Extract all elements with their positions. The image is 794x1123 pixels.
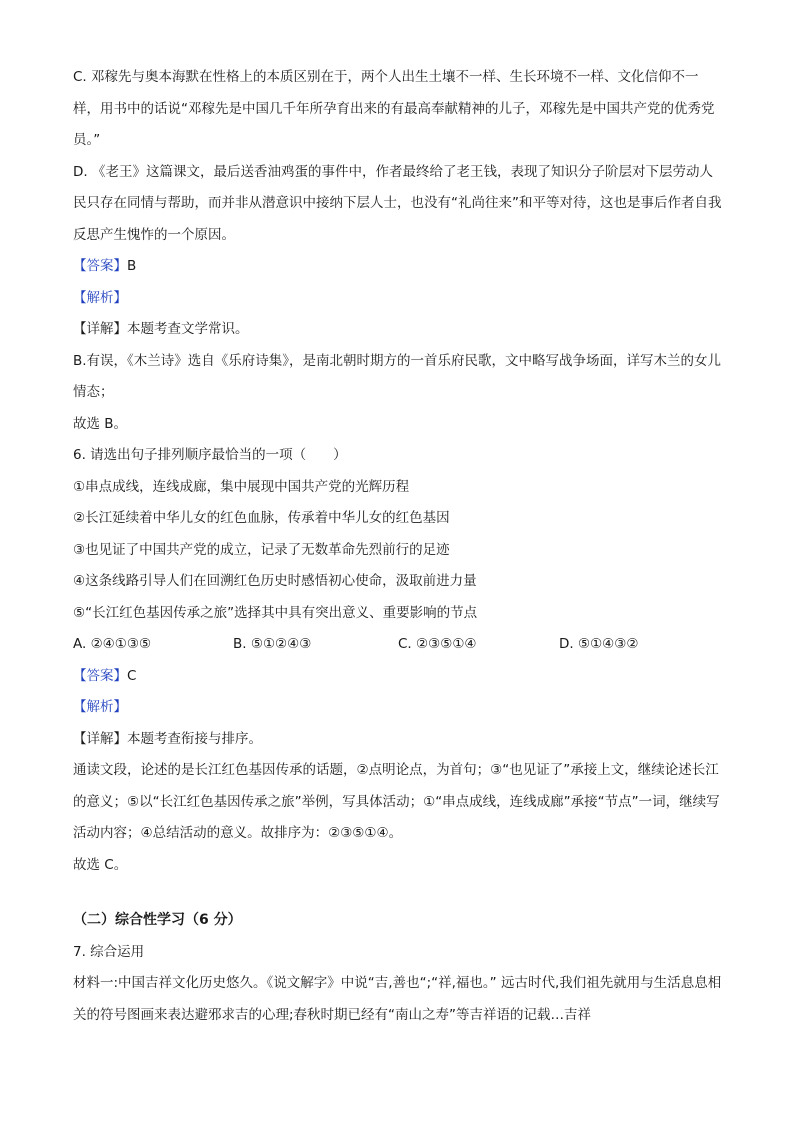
q5-explanation: B.有误，《木兰诗》选自《乐府诗集》，是南北朝时期方的一首乐府民歌，文中略写战争场面，详写木兰的女儿情态； — [73, 352, 722, 400]
detail-text: 本题考查文学常识。 — [127, 321, 249, 337]
q5-detail-line — [73, 314, 723, 346]
q6-sentence-5: ⑤“长江红色基因传承之旅”选择其中具有突出意义、重要影响的节点 — [73, 604, 478, 621]
q6-sentence-2: ②长江延续着中华儿女的红色血脉，传承着中华儿女的红色基因 — [73, 510, 450, 526]
q6-stem: 6. 请选出句子排列顺序最恰当的一项（ ） — [73, 447, 347, 463]
q5-answer-line — [73, 251, 723, 283]
q7-material-1: 材料一:中国吉祥文化历史悠久。《说文解字》中说“吉,善也“;“祥,福也。” 远古时代,我们祖先就用与生活息息相关的符号图画来表达避邪求吉的心理;春秋时期已经有“南山之寿”等吉祥语的记载…吉祥 — [73, 975, 722, 1023]
q6-option-d: D. ⑤①④③② — [559, 636, 639, 652]
section-gap — [73, 881, 723, 905]
analysis-tag: 【解析】 — [73, 289, 127, 306]
q5-conclusion: 故选 B。 — [73, 415, 128, 432]
q5-analysis-line — [73, 283, 723, 315]
q5-option-d: D. 《老王》这篇课文，最后送香油鸡蛋的事件中，作者最终给了老王钱，表现了知识分子阶层对下层劳动人民只存在同情与帮助，而并非从潜意识中接纳下层人士，也没有“礼尚往来”和平等对待，这也是事后作者自我反思产生愧怍的一个原因。 — [73, 163, 722, 243]
q6-option-c: C. ②③⑤①④ — [398, 636, 477, 652]
q6-conclusion: 故选 C。 — [73, 856, 128, 873]
answer-tag: 【答案】 — [73, 258, 127, 274]
q6-sentence-3: ③也见证了中国共产党的成立，记录了无数革命先烈前行的足迹 — [73, 541, 450, 558]
q5-option-c: C. 邓稼先与奥本海默在性格上的本质区别在于，两个人出生土壤不一样、生长环境不一样、文化信仰不一样，用书中的话说“邓稼先是中国几千年所孕育出来的有最高奉献精神的儿子，邓稼先是中国共产党的优秀党员。” — [73, 69, 715, 148]
q6-option-b: B. ⑤①②④③ — [233, 636, 312, 652]
section-2-title: （二）综合性学习（6 分） — [73, 912, 242, 928]
q7-stem: 7. 综合运用 — [73, 943, 145, 960]
answer-value: C — [127, 667, 137, 684]
detail-tag: 【详解】 — [73, 321, 127, 337]
analysis-tag: 【解析】 — [73, 699, 127, 715]
detail-tag: 【详解】 — [73, 730, 127, 747]
detail-text: 本题考查衔接与排序。 — [127, 730, 262, 747]
q6-explanation: 通读文段，论述的是长江红色基因传承的话题，②点明论点，为首句；③“也见证了”承接上文，继续论述长江的意义；⑤以“长江红色基因传承之旅”举例，写具体活动；①“串点成线，连线成廊”承接“节点”一词，继续写活动内容；④总结活动的意义。故排序为：②③⑤①④。 — [73, 762, 720, 841]
q6-analysis-line — [73, 692, 723, 724]
answer-tag: 【答案】 — [73, 667, 127, 684]
q6-detail-line — [73, 724, 723, 756]
q6-option-a: A. ②④①③⑤ — [73, 636, 152, 652]
q6-options — [73, 629, 723, 661]
q6-sentence-1: ①串点成线，连线成廊，集中展现中国共产党的光辉历程 — [73, 478, 410, 495]
q6-answer-line — [73, 661, 723, 693]
document-page — [73, 62, 723, 1031]
q6-sentence-4: ④这条线路引导人们在回溯红色历史时感悟初心使命，汲取前进力量 — [73, 573, 477, 589]
answer-value: B — [127, 258, 137, 274]
